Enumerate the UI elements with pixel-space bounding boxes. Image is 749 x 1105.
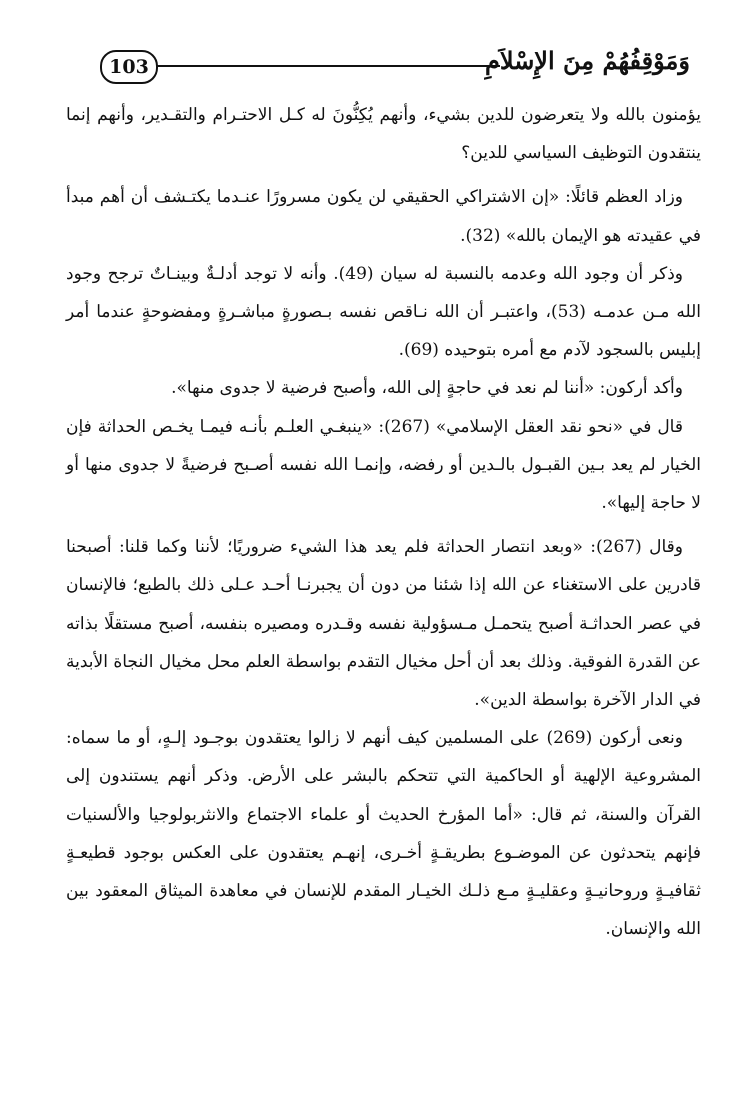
paragraph: قال في «نحو نقد العقل الإسلامي» (267): «ينبغـي العلـم بأنـه فيمـا يخـص الحداثة فإن الخيار لم يعد بـين القبـول بالـدين أو رفضه، وإنمـا الله نفسه أصـبح فرضيةً لا جدوى منها أو لا حاجة إليها». bbox=[66, 416, 701, 514]
page-number: 103 bbox=[100, 50, 158, 84]
body-text bbox=[66, 96, 701, 948]
paragraph: وأكد أركون: «أننا لم نعد في حاجةٍ إلى الله، وأصبح فرضية لا جدوى منها». bbox=[171, 378, 683, 399]
paragraph: وذكر أن وجود الله وعدمه بالنسبة له سيان (49). وأنه لا توجد أدلـةٌ وبينـاتٌ ترجح وجود الله مـن عدمـه (53)، واعتبـر أن الله نـاقص نفسه بـصورةٍ مباشـرةٍ ومفضوحةٍ عندما أمر إبليس بالسجود لآدم مع أمره بتوحيده (69). bbox=[66, 263, 701, 361]
paragraph: ونعى أركون (269) على المسلمين كيف أنهم لا زالوا يعتقدون بوجـود إلـهٍ، أو ما سماه: المشروعية الإلهية أو الحاكمية التي تتحكم بالبشر على الأرض. وذكر أنهم يستندون إلى القرآن والسنة، ثم قال: «أما المؤرخ الحديث أو علماء الاجتماع والانثربولوجيا والألسنيات فإنهم يتحدثون عن الموضـوع بطريقـةٍ أخـرى، إنهـم يعتقدون على العكس بوجود قطيعـةٍ ثقافيـةٍ وروحانيـةٍ وعقليـةٍ مـع ذلـك الخيـار المقدم للإنسان في معاهدة الميثاق المعقود بين الله والإنسان. bbox=[66, 728, 701, 940]
running-header bbox=[100, 44, 690, 92]
header-title: وَمَوْقِفُهُمْ مِنَ الإِسْلاَمِ bbox=[485, 46, 690, 75]
header-rule bbox=[156, 65, 500, 67]
paragraph: وزاد العظم قائلًا: «إن الاشتراكي الحقيقي لن يكون مسرورًا عنـدما يكتـشف أن أهم مبدأ في عقيدته هو الإيمان بالله» (32). bbox=[66, 187, 701, 246]
paragraph: وقال (267): «وبعد انتصار الحداثة فلم يعد هذا الشيء ضروريًا؛ لأننا وكما قلنا: أصبحنا قادرين على الاستغناء عن الله إذا شئنا من دون أن يجبرنـا أحـد عـلى ذلك بالطبع؛ فالإنسان في عصر الحداثـة أصبح يتحمـل مـسؤولية نفسه وقـدره ومصيره بنفسه، أصبح مستقلًا بذاته عن القدرة الفوقية. وذلك بعد أن أحل مخيال التقدم بواسطة العلم محل مخيال النجاة الأبدية في الدار الآخرة بواسطة الدين». bbox=[66, 537, 701, 711]
paragraph: يؤمنون بالله ولا يتعرضون للدين بشيء، وأنهم يُكِنُّونَ له كـل الاحتـرام والتقـدير، وأنهم إنما ينتقدون التوظيف السياسي للدين؟ bbox=[66, 105, 701, 164]
